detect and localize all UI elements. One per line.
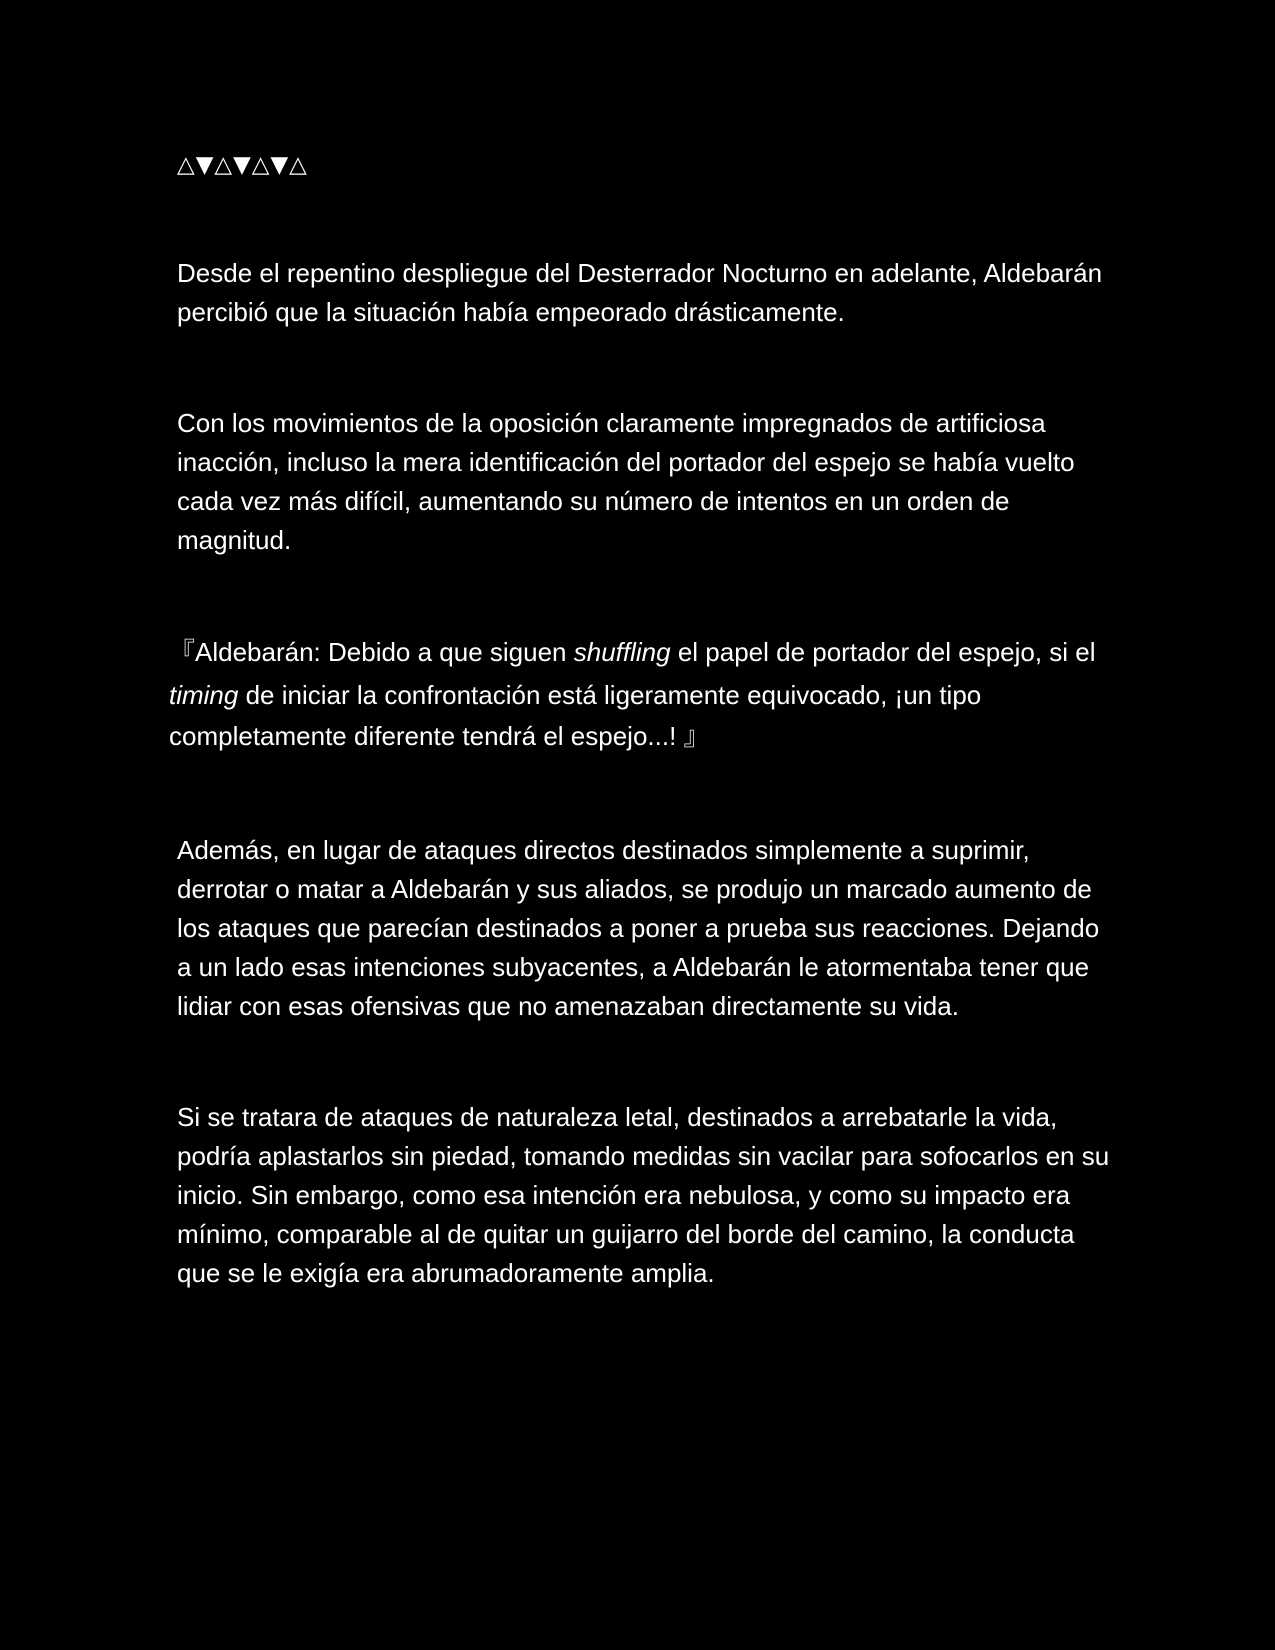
paragraph-4: Además, en lugar de ataques directos destinados simplemente a suprimir, derrotar o matar a Aldebarán y sus aliados, se produjo un marcado aumento de los ataques que parecían destinados a poner a prueba sus reacciones. Dejando a un lado esas intenciones subyacentes, a Aldebarán le atormentaba tener que lidiar con esas ofensivas que no amenazaban directamente su vida. bbox=[177, 834, 1100, 1021]
scene-separator: △▼△▼△▼△ bbox=[177, 152, 308, 178]
dialogue-text-part-1: Aldebarán: Debido a que siguen bbox=[195, 637, 574, 667]
document-page bbox=[169, 148, 1117, 1293]
dialogue-italic-shuffling: shuffling bbox=[573, 637, 671, 667]
paragraph-2: Con los movimientos de la oposición claramente impregnados de artificiosa inacción, incluso la mera identificación del portador del espejo se había vuelto cada vez más difícil, aumentando su número de intentos en un orden de magnitud. bbox=[177, 408, 1075, 555]
paragraph-1: Desde el repentino despliegue del Desterrador Nocturno en adelante, Aldebarán percibió que la situación había empeorado drásticamente. bbox=[177, 258, 1103, 327]
close-quote-bracket: 』 bbox=[683, 722, 710, 752]
dialogue-text-part-2: el papel de portador del espejo, si el bbox=[670, 637, 1096, 667]
paragraph-5: Si se tratara de ataques de naturaleza letal, destinados a arrebatarle la vida, podría aplastarlos sin piedad, tomando medidas sin vacilar para sofocarlos en su inicio. Sin embargo, como esa intención era nebulosa, y como su impacto era mínimo, comparable al de quitar un guijarro del borde del camino, la conducta que se le exigía era abrumadoramente amplia. bbox=[177, 1101, 1110, 1288]
dialogue-italic-timing: timing bbox=[169, 679, 239, 710]
open-quote-bracket: 『 bbox=[169, 638, 196, 668]
dialogue-text-part-3: de iniciar la confrontación está ligeramente equivocado, ¡un tipo completamente diferente tendrá el espejo...! bbox=[169, 679, 982, 751]
dialogue-paragraph bbox=[169, 632, 1117, 759]
